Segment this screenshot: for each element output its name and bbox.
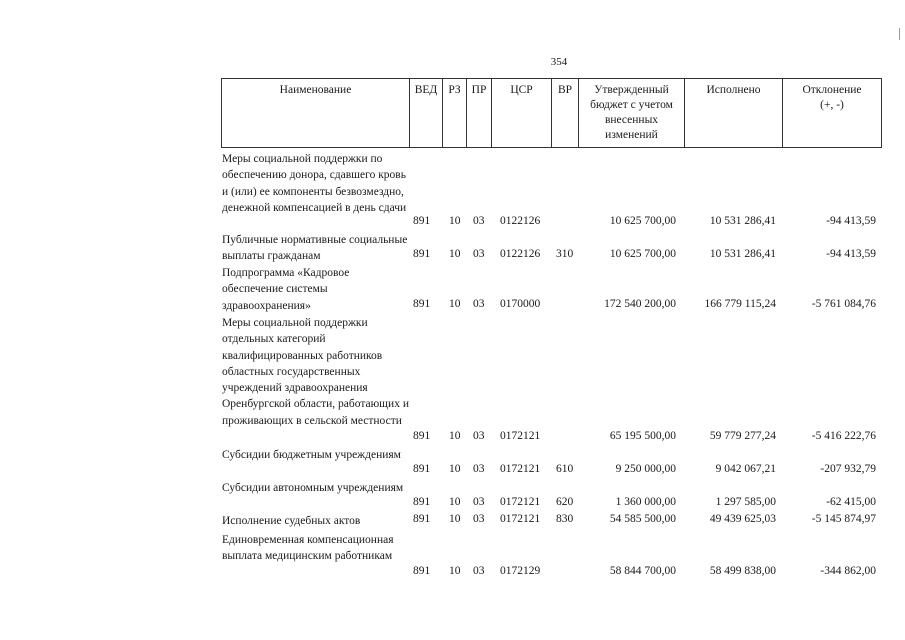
cell-deviation: -62 415,00: [826, 496, 876, 508]
cell-approved: 58 844 700,00: [609, 565, 676, 577]
cell-approved: 54 585 500,00: [609, 513, 676, 525]
cell-pr: 03: [473, 496, 485, 508]
cell-deviation: -5 145 874,97: [811, 513, 876, 525]
cell-pr: 03: [473, 513, 485, 525]
row-name: Субсидии автономным учреждениям: [222, 482, 404, 494]
cell-csr: 0172121: [500, 496, 541, 508]
cell-deviation: -344 862,00: [820, 565, 876, 577]
page-edge-mark: [899, 28, 900, 40]
cell-deviation: -5 761 084,76: [811, 298, 876, 310]
cell-deviation: -94 413,59: [826, 248, 876, 260]
cell-pr: 03: [473, 298, 485, 310]
row-name: Исполнение судебных актов: [222, 515, 361, 527]
cell-deviation: -5 416 222,76: [811, 430, 876, 442]
header-rz: РЗ: [442, 78, 466, 148]
cell-ved: 891: [413, 463, 431, 475]
cell-rz: 10: [449, 215, 461, 227]
cell-approved: 10 625 700,00: [609, 248, 676, 260]
header-approved: Утвержденный бюджет с учетом внесенных изменений: [578, 78, 684, 148]
cell-executed: 10 531 286,41: [709, 215, 776, 227]
header-executed: Исполнено: [684, 78, 782, 148]
header-csr: ЦСР: [491, 78, 551, 148]
row-name: Субсидии бюджетным учреждениям: [222, 449, 401, 461]
cell-csr: 0172121: [500, 430, 541, 442]
cell-pr: 03: [473, 215, 485, 227]
cell-pr: 03: [473, 565, 485, 577]
row-name: Публичные нормативные социальные выплаты гражданам: [222, 234, 408, 263]
cell-rz: 10: [449, 248, 461, 260]
cell-ved: 891: [413, 215, 431, 227]
row-name: Меры социальной поддержки по обеспечению донора, сдавшего кровь и (или) ее компоненты безвозмездно, денежной компенсацией в день сдачи: [222, 153, 407, 214]
cell-approved: 10 625 700,00: [609, 215, 676, 227]
cell-csr: 0172121: [500, 463, 541, 475]
cell-ved: 891: [413, 513, 431, 525]
cell-executed: 10 531 286,41: [709, 248, 776, 260]
cell-deviation: -207 932,79: [820, 463, 876, 475]
cell-csr: 0122126: [500, 248, 541, 260]
cell-rz: 10: [449, 298, 461, 310]
cell-executed: 9 042 067,21: [715, 463, 776, 475]
cell-pr: 03: [473, 430, 485, 442]
cell-approved: 172 540 200,00: [604, 298, 676, 310]
row-name: Единовременная компенсационная выплата медицинским работникам: [222, 534, 394, 563]
cell-executed: 59 779 277,24: [709, 430, 776, 442]
cell-approved: 65 195 500,00: [609, 430, 676, 442]
header-deviation: Отклонение (+, -): [782, 78, 882, 148]
header-vr: ВР: [551, 78, 578, 148]
cell-vr: 310: [556, 248, 574, 260]
header-pr: ПР: [466, 78, 491, 148]
cell-rz: 10: [449, 463, 461, 475]
page-number: 354: [550, 56, 568, 68]
cell-vr: 830: [556, 513, 574, 525]
cell-csr: 0170000: [500, 298, 541, 310]
cell-rz: 10: [449, 430, 461, 442]
cell-ved: 891: [413, 565, 431, 577]
cell-executed: 58 499 838,00: [709, 565, 776, 577]
header-name: Наименование: [221, 78, 409, 148]
cell-vr: 620: [556, 496, 574, 508]
cell-pr: 03: [473, 463, 485, 475]
cell-csr: 0172129: [500, 565, 541, 577]
cell-executed: 166 779 115,24: [704, 298, 776, 310]
cell-csr: 0122126: [500, 215, 541, 227]
cell-approved: 9 250 000,00: [615, 463, 676, 475]
cell-deviation: -94 413,59: [826, 215, 876, 227]
row-name: Меры социальной поддержки отдельных категорий квалифицированных работников областных государственных учреждений здравоохранения Оренбургской области, работающих и проживающих в сельской местности: [222, 317, 409, 427]
cell-csr: 0172121: [500, 513, 541, 525]
cell-executed: 49 439 625,03: [709, 513, 776, 525]
cell-ved: 891: [413, 430, 431, 442]
cell-vr: 610: [556, 463, 574, 475]
cell-executed: 1 297 585,00: [715, 496, 776, 508]
cell-rz: 10: [449, 513, 461, 525]
row-name: Подпрограмма «Кадровое обеспечение системы здравоохранения»: [222, 267, 350, 312]
cell-approved: 1 360 000,00: [615, 496, 676, 508]
cell-ved: 891: [413, 298, 431, 310]
cell-rz: 10: [449, 496, 461, 508]
header-ved: ВЕД: [409, 78, 442, 148]
cell-pr: 03: [473, 248, 485, 260]
cell-ved: 891: [413, 496, 431, 508]
cell-ved: 891: [413, 248, 431, 260]
cell-rz: 10: [449, 565, 461, 577]
